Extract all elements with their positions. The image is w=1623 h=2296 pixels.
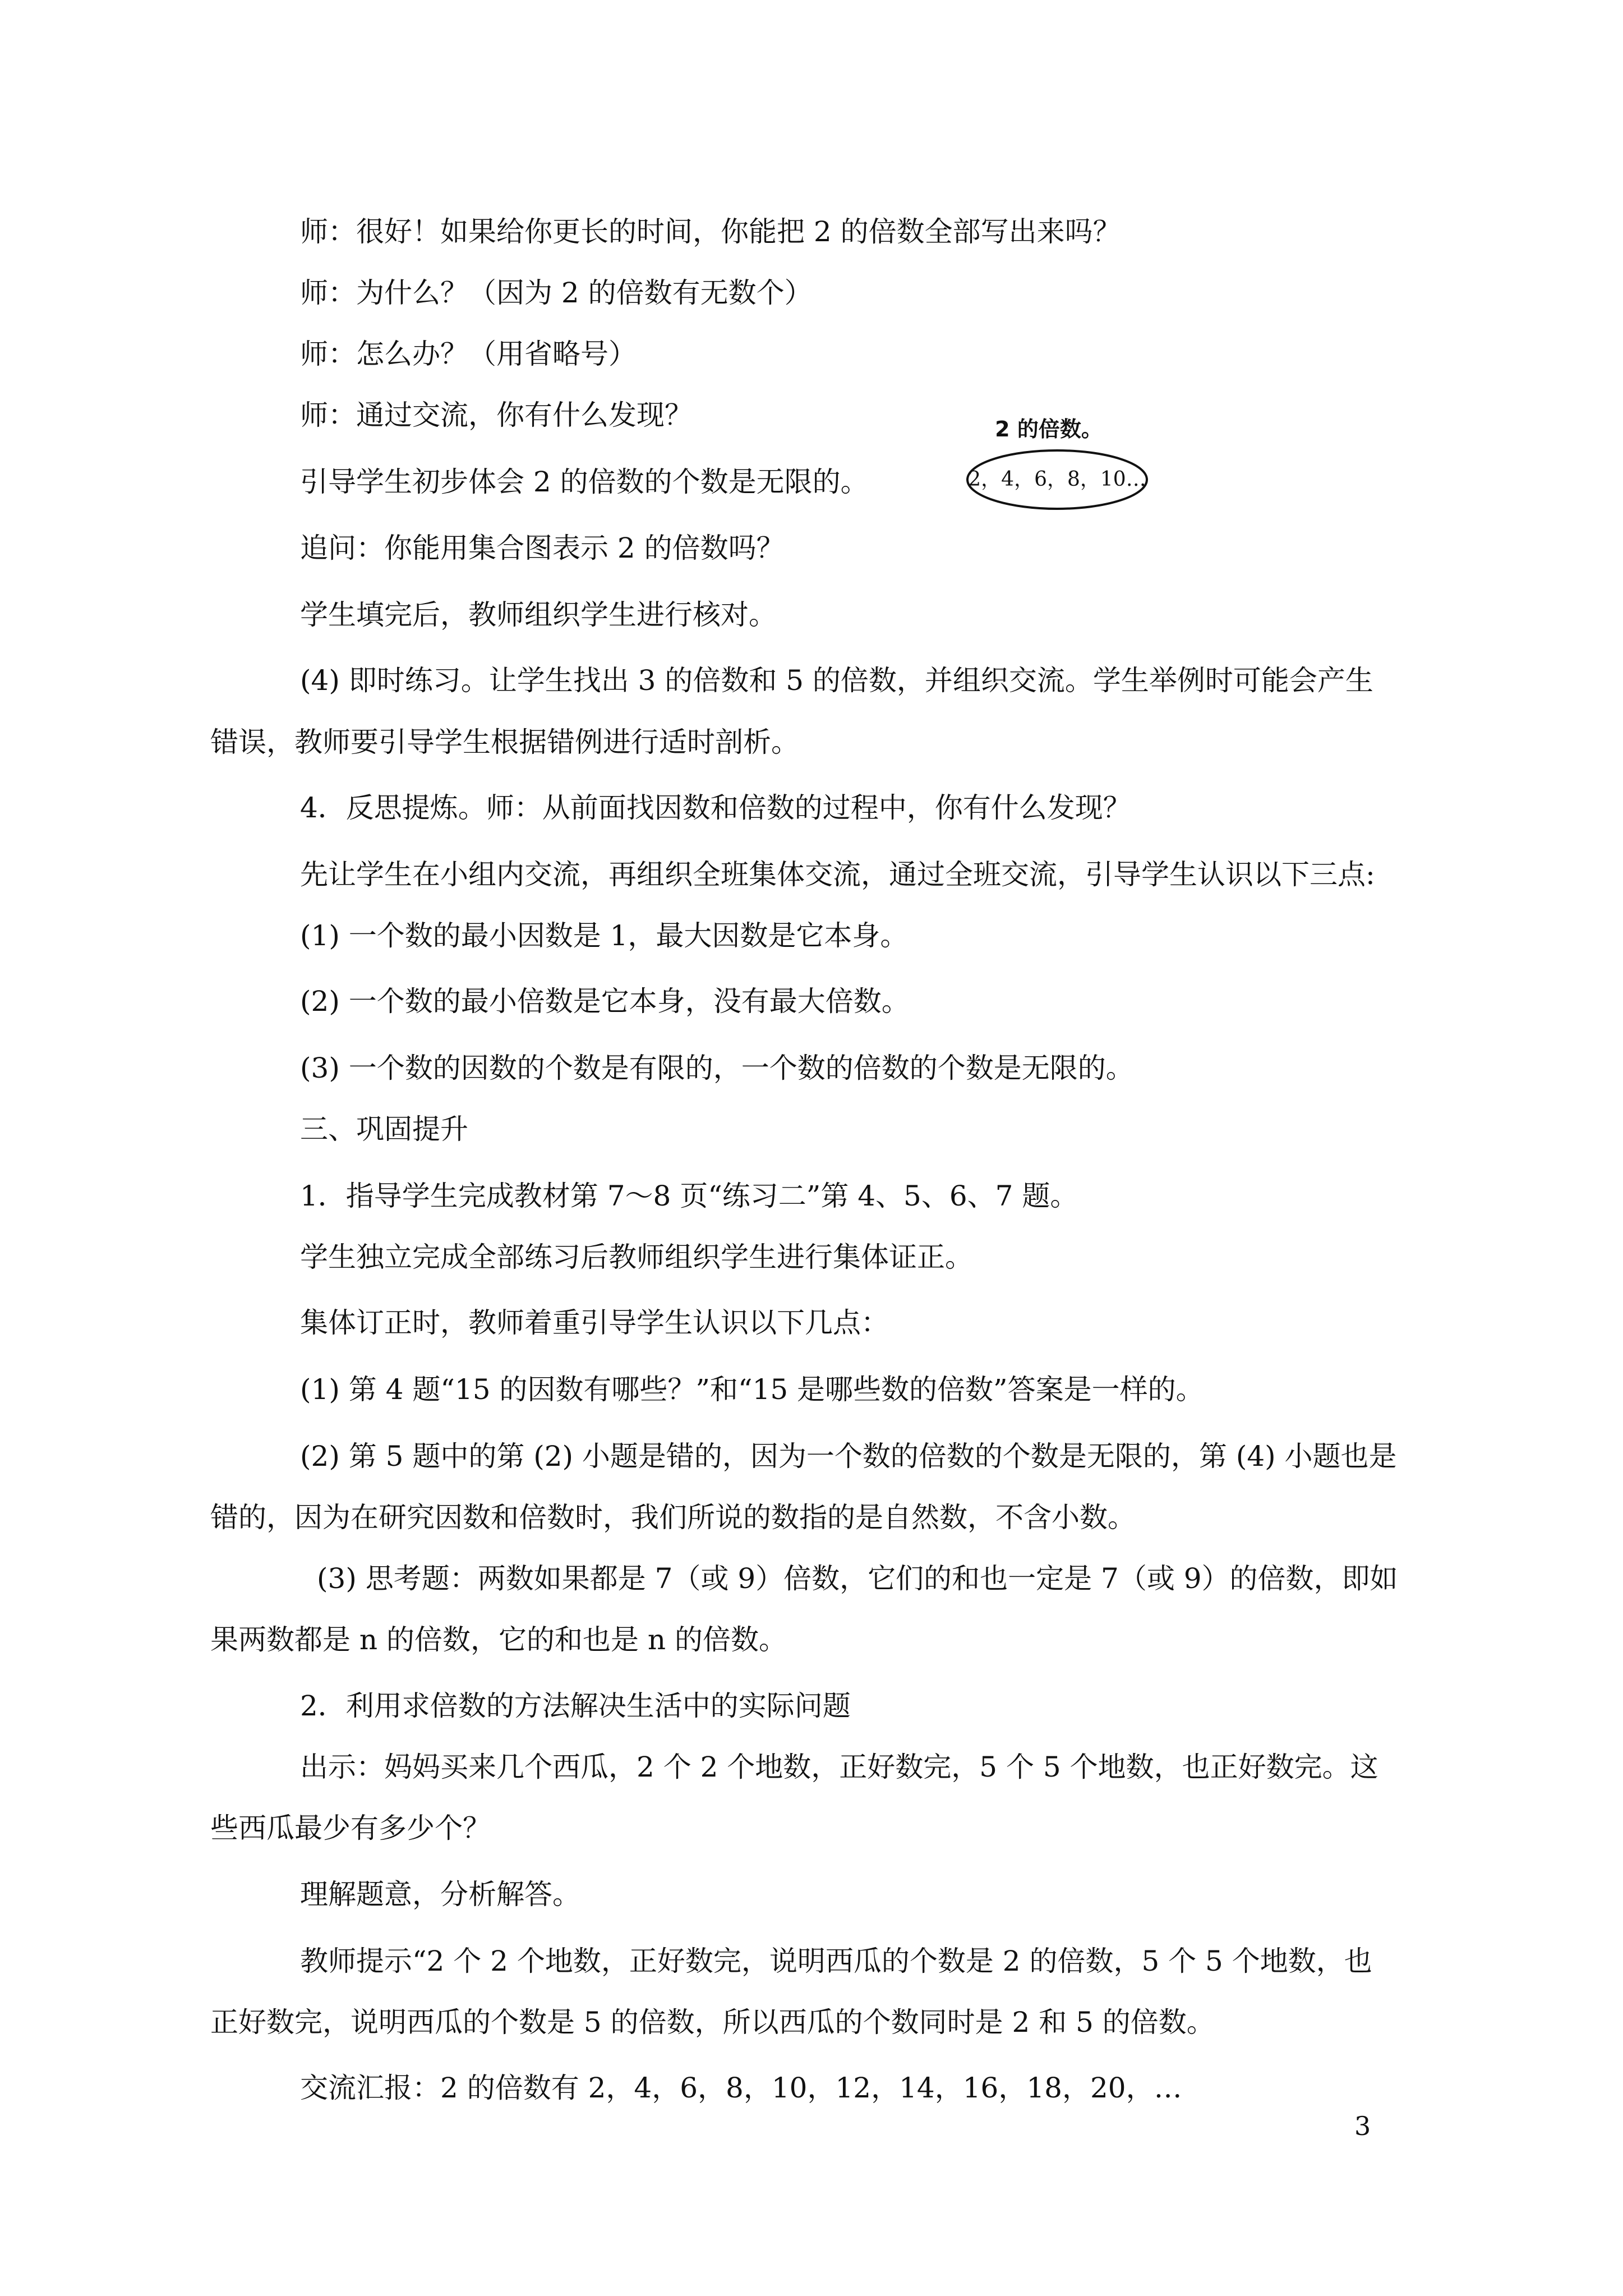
text-line: 先让学生在小组内交流，再组织全班集体交流，通过全班交流，引导学生认识以下三点: [300,858,1375,891]
text-line: (1) 一个数的最小因数是 1，最大因数是它本身。 [300,919,909,952]
text-line: 错的，因为在研究因数和倍数时，我们所说的数指的是自然数，不含小数。 [210,1501,1136,1534]
text-line: 师：很好！如果给你更长的时间，你能把 2 的倍数全部写出来吗？ [300,215,1121,248]
text-line: 1．指导学生完成教材第 7～8 页“练习二”第 4、5、6、7 题。 [300,1180,1078,1212]
set-diagram [965,415,1155,522]
text-line: (2) 第 5 题中的第 (2) 小题是错的，因为一个数的倍数的个数是无限的，第 (4) 小题也是 [300,1440,1397,1473]
text-line: (1) 第 4 题“15 的因数有哪些？”和“15 是哪些数的倍数”答案是一样的。 [300,1373,1204,1406]
set-diagram-label: 2 的倍数。 [995,417,1103,441]
text-line: 师：通过交流，你有什么发现？ [300,399,693,431]
text-line: 学生独立完成全部练习后教师组织学生进行集体证正。 [300,1241,973,1273]
text-line: 追问：你能用集合图表示 2 的倍数吗？ [300,532,785,564]
text-line: (4) 即时练习。让学生找出 3 的倍数和 5 的倍数，并组织交流。学生举例时可能会产生 [300,664,1373,697]
text-line: 教师提示“2 个 2 个地数，正好数完，说明西瓜的个数是 2 的倍数，5 个 5 个地数，也 [300,1945,1372,1977]
text-line: 集体订正时，教师着重引导学生认识以下几点： [300,1306,889,1339]
text-line: 学生填完后，教师组织学生进行核对。 [300,599,777,631]
text-line: (3) 思考题：两数如果都是 7（或 9）倍数，它们的和也一定是 7（或 9）的倍数，即如 [317,1562,1398,1595]
set-members: 2，4，6，8，10… [968,468,1146,491]
text-line: (2) 一个数的最小倍数是它本身，没有最大倍数。 [300,985,910,1018]
text-line: 果两数都是 n 的倍数，它的和也是 n 的倍数。 [210,1623,787,1656]
text-line: 出示：妈妈买来几个西瓜，2 个 2 个地数，正好数完，5 个 5 个地数，也正好数完。这 [300,1751,1378,1783]
text-line: 师：怎么办？（用省略号） [300,338,637,370]
text-line: 师：为什么？（因为 2 的倍数有无数个） [300,277,813,309]
section-heading: 三、巩固提升 [300,1113,468,1145]
text-line: 理解题意，分析解答。 [300,1878,580,1911]
text-line: (3) 一个数的因数的个数是有限的，一个数的倍数的个数是无限的。 [300,1052,1134,1084]
text-line: 2．利用求倍数的方法解决生活中的实际问题 [300,1690,851,1722]
text-line: 正好数完，说明西瓜的个数是 5 的倍数，所以西瓜的个数同时是 2 和 5 的倍数。 [210,2006,1215,2039]
text-line: 引导学生初步体会 2 的倍数的个数是无限的。 [300,466,869,498]
text-line: 错误，教师要引导学生根据错例进行适时剖析。 [210,726,799,758]
text-line: 4．反思提炼。师：从前面找因数和倍数的过程中，你有什么发现？ [300,792,1131,824]
page-number: 3 [1354,2111,1371,2141]
text-line: 交流汇报：2 的倍数有 2，4，6，8，10，12，14，16，18，20，… [300,2072,1182,2104]
text-line: 些西瓜最少有多少个？ [210,1812,491,1844]
